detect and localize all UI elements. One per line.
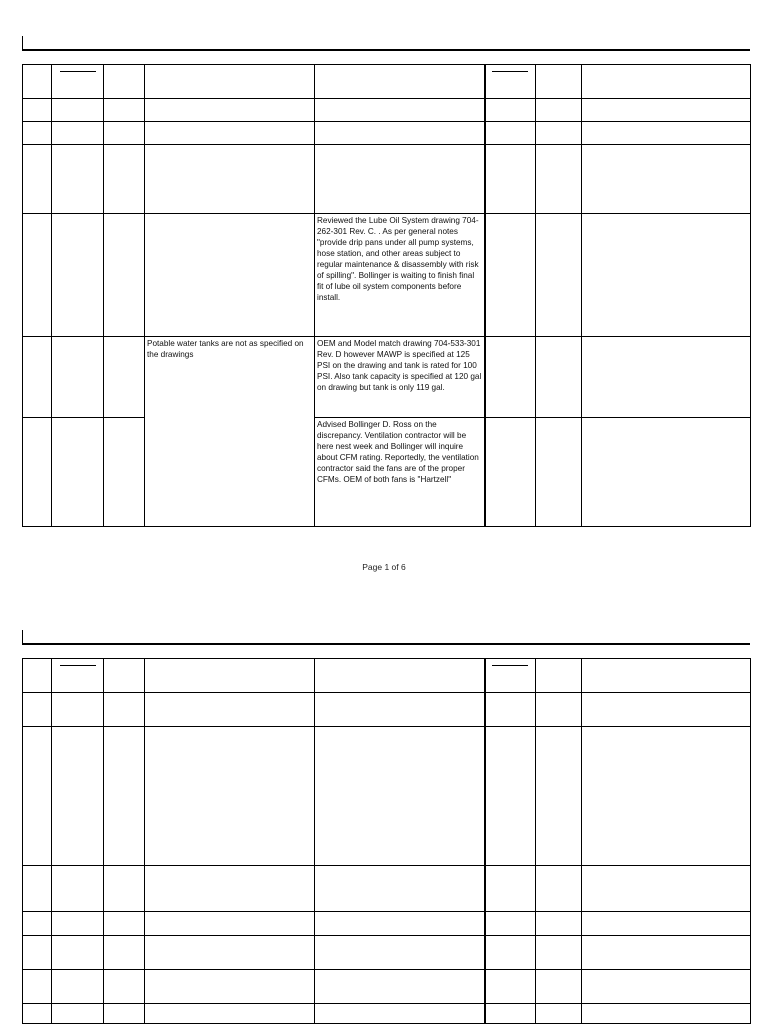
header-cell — [485, 65, 536, 99]
finding-cell — [145, 99, 315, 122]
finding-cell — [145, 122, 315, 145]
header-cell — [104, 65, 145, 99]
notes-cell: Reviewed the Lube Oil System drawing 704-262-301 Rev. C. . As per general notes "provide drip pans under all pump systems, hose station, and other areas subject to regular maintenance & disassembly with risk of spilling". Bollinger is waiting to finish final fit of lube oil system components before install. — [315, 214, 485, 337]
finding-cell — [145, 214, 315, 337]
notes-cell — [315, 145, 485, 214]
table-row — [23, 122, 751, 145]
table-row — [23, 693, 751, 727]
page-number: Page 1 of 6 — [362, 562, 406, 572]
page-header-tick — [22, 630, 23, 644]
table-row — [23, 145, 751, 214]
table-row — [23, 912, 751, 936]
header-cell — [582, 65, 751, 99]
header-cell — [23, 65, 52, 99]
table-header-row — [23, 659, 751, 693]
inspection-log-table — [22, 64, 751, 527]
header-cell — [536, 65, 582, 99]
page-header-rule — [22, 643, 750, 645]
table-row — [23, 936, 751, 970]
table-row — [23, 866, 751, 912]
notes-cell: Advised Bollinger D. Ross on the discrepancy. Ventilation contractor will be here nest week and Bollinger will inquire about CFM rating. Reportedly, the ventilation contractor said the fans are of the proper CFMs. OEM of both fans is "Hartzell" — [315, 418, 485, 527]
notes-cell — [315, 122, 485, 145]
table-header-row — [23, 65, 751, 99]
header-cell — [145, 65, 315, 99]
notes-cell — [315, 99, 485, 122]
table-row — [23, 1004, 751, 1024]
inspection-log-table — [22, 658, 751, 1024]
finding-cell: Potable water tanks are not as specified on the drawings — [145, 337, 315, 418]
page-header-tick — [22, 36, 23, 50]
header-cell — [315, 65, 485, 99]
finding-cell — [145, 145, 315, 214]
notes-cell: OEM and Model match drawing 704-533-301 Rev. D however MAWP is specified at 125 PSI on the drawing and tank is rated for 100 PSI. Also tank capacity is specified at 120 gal on drawing but tank is only 119 gal. — [315, 337, 485, 418]
table-row — [23, 214, 751, 337]
table-row — [23, 337, 751, 418]
table-row — [23, 418, 751, 527]
header-cell — [52, 65, 104, 99]
table-row — [23, 970, 751, 1004]
finding-cell — [145, 418, 315, 527]
table-row — [23, 99, 751, 122]
table-row — [23, 727, 751, 866]
page-header-rule — [22, 49, 750, 51]
